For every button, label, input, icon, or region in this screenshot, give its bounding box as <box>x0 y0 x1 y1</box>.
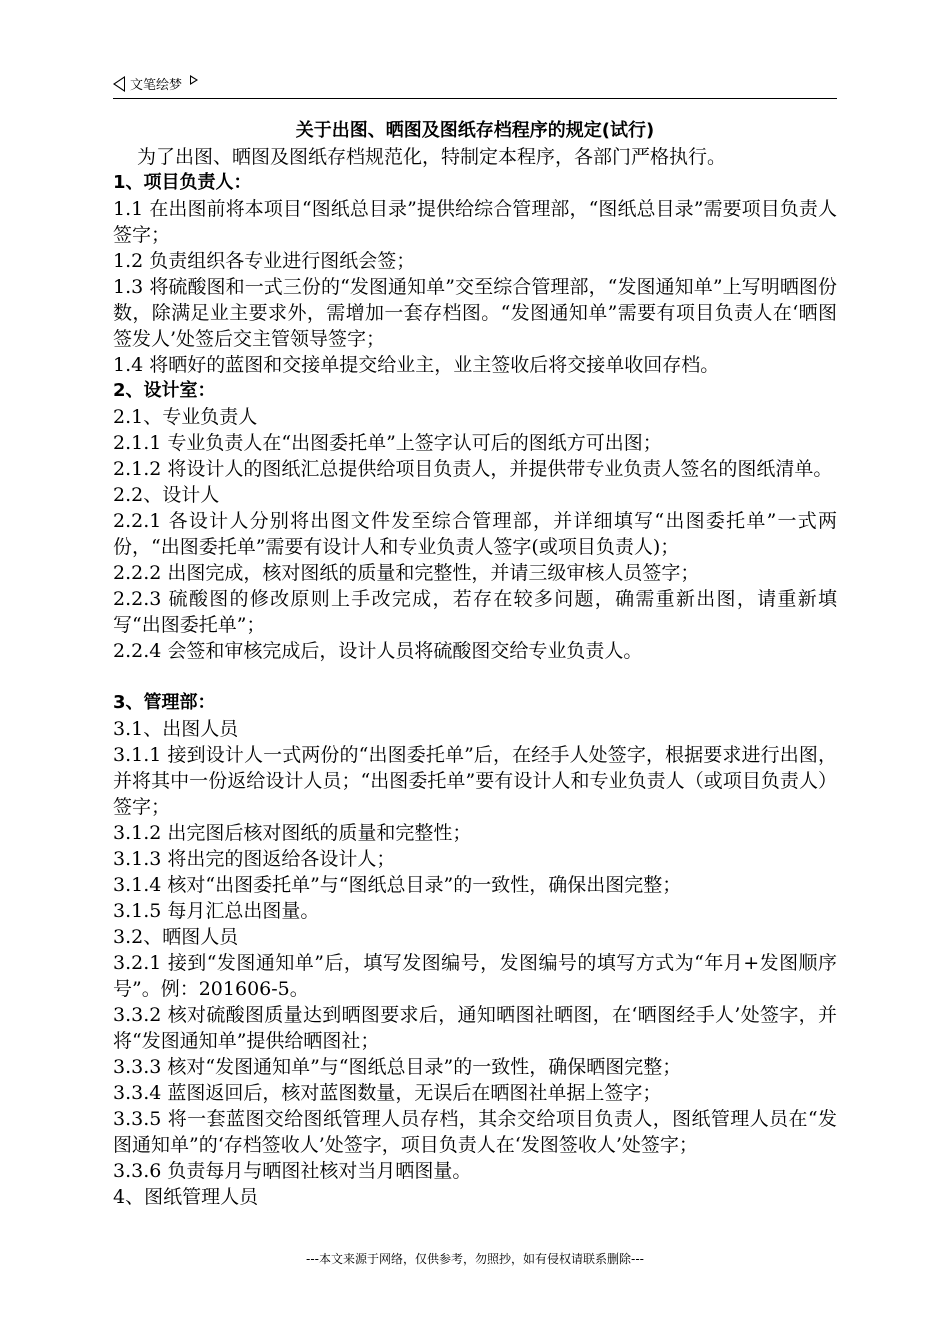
brand-name: 文笔绘梦 <box>130 78 183 93</box>
paragraph: 4、图纸管理人员 <box>113 1186 259 1208</box>
paragraph: 2.1.2 将设计人的图纸汇总提供给项目负责人，并提供带专业负责人签名的图纸清单。 <box>113 458 833 480</box>
blank-line <box>113 664 837 690</box>
paragraph: 2.2、设计人 <box>113 484 220 506</box>
section-heading: 1、项目负责人： <box>113 172 252 193</box>
triangle-right-icon <box>190 75 198 85</box>
paragraph: 3.3.2 核对硫酸图质量达到晒图要求后，通知晒图社晒图，在‘晒图经手人’处签字，并将“发图通知单”提供给晒图社； <box>113 1004 837 1052</box>
document-lines <box>113 170 837 1210</box>
paragraph: 3.2、晒图人员 <box>113 926 239 948</box>
paragraph: 2.2.1 各设计人分别将出图文件发至综合管理部，并详细填写“出图委托单”一式两份，“出图委托单”需要有设计人和专业负责人签字(或项目负责人)； <box>113 510 837 558</box>
paragraph: 2.2.4 会签和审核完成后，设计人员将硫酸图交给专业负责人。 <box>113 640 643 662</box>
intro-paragraph: 为了出图、晒图及图纸存档规范化，特制定本程序，各部门严格执行。 <box>137 146 727 168</box>
paragraph: 3.1、出图人员 <box>113 718 239 740</box>
paragraph: 1.2 负责组织各专业进行图纸会签； <box>113 250 416 272</box>
brand <box>113 74 198 93</box>
page-footer: ---本文来源于网络，仅供参考，勿照抄，如有侵权请联系删除--- <box>306 1252 644 1266</box>
paragraph: 3.3.6 负责每月与晒图社核对当月晒图量。 <box>113 1160 472 1182</box>
paragraph: 3.1.4 核对“出图委托单”与“图纸总目录”的一致性，确保出图完整； <box>113 874 682 896</box>
paragraph: 3.2.1 接到“发图通知单”后，填写发图编号，发图编号的填写方式为“年月+发图顺序号”。例：201606-5。 <box>113 952 837 1000</box>
paragraph: 3.3.5 将一套蓝图交给图纸管理人员存档，其余交给项目负责人，图纸管理人员在“发图通知单”的‘存档签收人’处签字，项目负责人在‘发图签收人’处签字； <box>113 1108 837 1156</box>
paragraph: 1.1 在出图前将本项目“图纸总目录”提供给综合管理部，“图纸总目录”需要项目负责人签字； <box>113 198 837 246</box>
paragraph: 2.2.3 硫酸图的修改原则上手改完成，若存在较多问题，确需重新出图，请重新填写“出图委托单”； <box>113 588 837 636</box>
paragraph: 3.1.1 接到设计人一式两份的“出图委托单”后，在经手人处签字，根据要求进行出图，并将其中一份返给设计人员；“出图委托单”要有设计人和专业负责人（或项目负责人）签字； <box>113 744 837 818</box>
paragraph: 2.2.2 出图完成，核对图纸的质量和完整性，并请三级审核人员签字； <box>113 562 700 584</box>
page-header <box>113 68 837 99</box>
paragraph: 2.1.1 专业负责人在“出图委托单”上签字认可后的图纸方可出图； <box>113 432 662 454</box>
paragraph: 3.1.2 出完图后核对图纸的质量和完整性； <box>113 822 472 844</box>
paragraph: 1.3 将硫酸图和一式三份的“发图通知单”交至综合管理部，“发图通知单”上写明晒图份数，除满足业主要求外，需增加一套存档图。“发图通知单”需要有项目负责人在‘晒图签发人’处签后交主管领导签字； <box>113 276 837 350</box>
document-title: 关于出图、晒图及图纸存档程序的规定(试行) <box>295 120 655 141</box>
paragraph: 1.4 将晒好的蓝图和交接单提交给业主，业主签收后将交接单收回存档。 <box>113 354 720 376</box>
paragraph: 3.1.3 将出完的图返给各设计人； <box>113 848 396 870</box>
triangle-left-icon <box>113 76 125 92</box>
paragraph: 3.1.5 每月汇总出图量。 <box>113 900 320 922</box>
paragraph: 2.1、专业负责人 <box>113 406 258 428</box>
paragraph: 3.3.4 蓝图返回后，核对蓝图数量，无误后在晒图社单据上签字； <box>113 1082 662 1104</box>
section-heading: 2、设计室： <box>113 380 216 401</box>
section-heading: 3、管理部： <box>113 692 216 713</box>
document-body <box>113 118 837 1210</box>
paragraph: 3.3.3 核对“发图通知单”与“图纸总目录”的一致性，确保晒图完整； <box>113 1056 682 1078</box>
